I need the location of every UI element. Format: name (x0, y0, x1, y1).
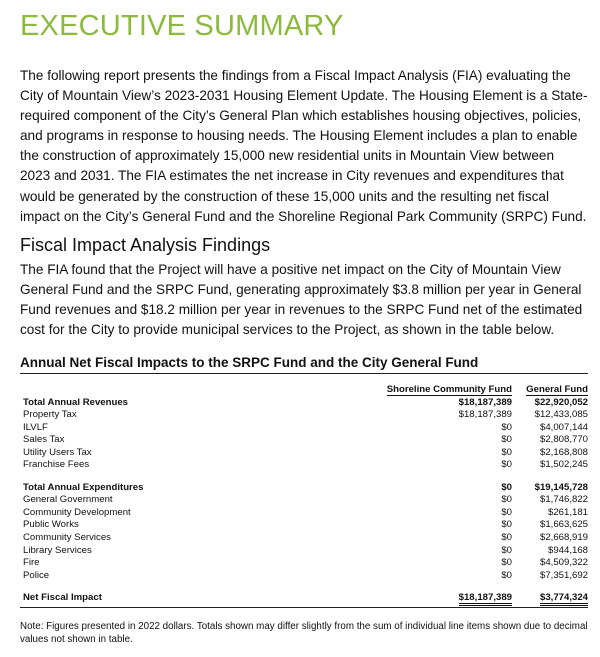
cell-general-fund: $3,774,324 (540, 592, 588, 606)
row-label: Library Services (23, 544, 92, 556)
cell-shoreline: $0 (501, 434, 512, 446)
column-header-general-fund: General Fund (526, 384, 588, 395)
cell-shoreline: $18,187,389 (458, 409, 512, 421)
cell-shoreline: $0 (501, 569, 512, 581)
cell-general-fund: $2,168,808 (539, 446, 588, 458)
table-row (20, 507, 588, 520)
table-header-row (20, 384, 588, 397)
cell-shoreline: $18,187,389 (458, 396, 512, 408)
cell-shoreline: $0 (501, 421, 512, 433)
cell-general-fund: $22,920,052 (534, 396, 588, 408)
cell-general-fund: $1,663,625 (539, 519, 588, 531)
findings-heading: Fiscal Impact Analysis Findings (20, 235, 271, 255)
cell-shoreline: $0 (501, 459, 512, 471)
fiscal-impact-table (20, 384, 588, 605)
row-label: Net Fiscal Impact (23, 592, 102, 604)
table-row (20, 409, 588, 422)
cell-shoreline: $0 (501, 506, 512, 518)
row-label: General Government (23, 494, 113, 506)
row-label: Sales Tax (23, 434, 65, 446)
cell-general-fund: $2,668,919 (539, 532, 588, 544)
row-label: Police (23, 569, 50, 581)
table-row (20, 545, 588, 558)
table-row (20, 482, 588, 495)
intro-paragraph: The following report presents the findings from a Fiscal Impact Analysis (FIA) evaluating the City of Mountain View’s 2023-2031 Housing Element Update. The Housing Element is a State-required component of the City’s General Plan which establishes housing objectives, policies, and programs in response to housing needs. The Housing Element includes a plan to enable the construction of approximately 15,000 new residential units in Mountain View between 2023 and 2031. The FIA estimates the net increase in City revenues and expenditures that would be generated by the construction of these 15,000 units and the resulting net fiscal impact on the City’s General Fund and the Shoreline Regional Park Community (SRPC) Fund. (20, 68, 588, 224)
cell-general-fund: $12,433,085 (534, 409, 588, 421)
row-label: Public Works (23, 519, 79, 531)
page-title: EXECUTIVE SUMMARY (20, 10, 344, 42)
cell-shoreline: $0 (501, 446, 512, 458)
table-row (20, 570, 588, 583)
cell-shoreline: $0 (501, 519, 512, 531)
table-row (20, 532, 588, 545)
table-row-net-impact (20, 592, 588, 605)
cell-general-fund: $19,145,728 (534, 481, 588, 493)
table-bottom-rule (20, 607, 588, 608)
cell-shoreline: $0 (501, 544, 512, 556)
table-row (20, 447, 588, 460)
table-row (20, 519, 588, 532)
cell-shoreline: $0 (501, 481, 512, 493)
table-row (20, 494, 588, 507)
fiscal-impact-table-section (20, 355, 588, 608)
cell-general-fund: $261,181 (547, 506, 588, 518)
table-row (20, 397, 588, 410)
row-label: Total Annual Expenditures (23, 481, 144, 493)
cell-shoreline: $0 (501, 557, 512, 569)
column-header-shoreline: Shoreline Community Fund (386, 384, 512, 395)
findings-paragraph: The FIA found that the Project will have a positive net impact on the City of Mountain View General Fund and the SRPC Fund, generating approximately $3.8 million per year in General Fund revenues and $18.2 million per year in revenues to the SRPC Fund net of the estimated cost for the City to provide municipal services to the Project, as shown in the table below. (20, 262, 583, 338)
row-label: Property Tax (23, 409, 77, 421)
cell-general-fund: $2,808,770 (539, 434, 588, 446)
table-row (20, 459, 588, 472)
row-label: Total Annual Revenues (23, 396, 129, 408)
cell-general-fund: $944,168 (547, 544, 588, 556)
cell-general-fund: $4,509,322 (539, 557, 588, 569)
cell-shoreline: $0 (501, 494, 512, 506)
cell-general-fund: $1,746,822 (539, 494, 588, 506)
cell-shoreline: $0 (501, 532, 512, 544)
row-label: Community Development (23, 506, 131, 518)
table-spacer-row (20, 472, 588, 482)
table-row (20, 557, 588, 570)
row-label: ILVLF (23, 421, 48, 433)
row-label: Community Services (23, 532, 111, 544)
row-label: Franchise Fees (23, 459, 90, 471)
row-label: Utility Users Tax (23, 446, 92, 458)
table-title: Annual Net Fiscal Impacts to the SRPC Fund and the City General Fund (20, 355, 588, 374)
table-footnote: Note: Figures presented in 2022 dollars. Totals shown may differ slightly from the sum of individual line items shown due to decimal values not shown in table. (20, 621, 588, 645)
table-spacer-row (20, 582, 588, 592)
cell-general-fund: $4,007,144 (539, 421, 588, 433)
cell-general-fund: $7,351,692 (539, 569, 588, 581)
table-row (20, 422, 588, 435)
table-row (20, 434, 588, 447)
cell-shoreline: $18,187,389 (459, 592, 512, 606)
cell-general-fund: $1,502,245 (539, 459, 588, 471)
row-label: Fire (23, 557, 40, 569)
